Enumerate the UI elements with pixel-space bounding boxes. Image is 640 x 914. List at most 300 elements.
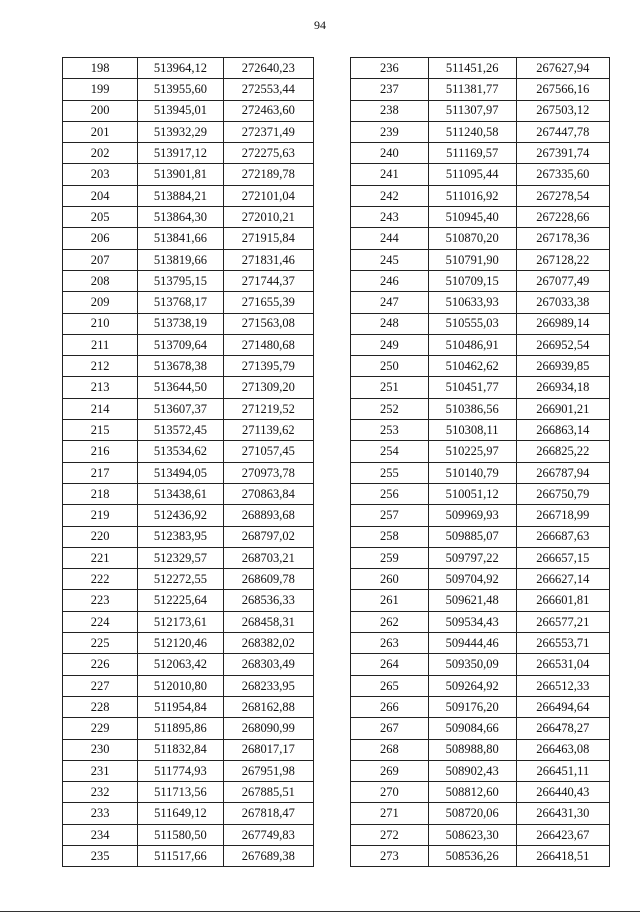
point-number-cell: 251 <box>351 377 429 398</box>
point-number-cell: 273 <box>351 845 429 866</box>
table-row <box>63 313 314 334</box>
table-row <box>63 143 314 164</box>
y-coordinate-cell: 267391,74 <box>516 143 609 164</box>
y-coordinate-cell: 271831,46 <box>223 249 313 270</box>
table-row <box>351 824 610 845</box>
x-coordinate-cell: 510051,12 <box>428 483 516 504</box>
x-coordinate-cell: 509534,43 <box>428 611 516 632</box>
point-number-cell: 219 <box>63 505 138 526</box>
point-number-cell: 236 <box>351 58 429 79</box>
point-number-cell: 198 <box>63 58 138 79</box>
point-number-cell: 234 <box>63 824 138 845</box>
table-row <box>63 270 314 291</box>
point-number-cell: 271 <box>351 803 429 824</box>
table-row <box>351 292 610 313</box>
point-number-cell: 214 <box>63 398 138 419</box>
y-coordinate-cell: 266939,85 <box>516 356 609 377</box>
point-number-cell: 268 <box>351 739 429 760</box>
x-coordinate-cell: 513795,15 <box>138 270 223 291</box>
y-coordinate-cell: 266431,30 <box>516 803 609 824</box>
point-number-cell: 207 <box>63 249 138 270</box>
x-coordinate-cell: 508623,30 <box>428 824 516 845</box>
y-coordinate-cell: 266627,14 <box>516 569 609 590</box>
point-number-cell: 231 <box>63 760 138 781</box>
x-coordinate-cell: 513964,12 <box>138 58 223 79</box>
y-coordinate-cell: 271309,20 <box>223 377 313 398</box>
table-row <box>63 760 314 781</box>
y-coordinate-cell: 271744,37 <box>223 270 313 291</box>
y-coordinate-cell: 272275,63 <box>223 143 313 164</box>
y-coordinate-cell: 268090,99 <box>223 718 313 739</box>
point-number-cell: 217 <box>63 462 138 483</box>
y-coordinate-cell: 268303,49 <box>223 654 313 675</box>
point-number-cell: 208 <box>63 270 138 291</box>
x-coordinate-cell: 510945,40 <box>428 207 516 228</box>
x-coordinate-cell: 509350,09 <box>428 654 516 675</box>
table-row <box>63 58 314 79</box>
point-number-cell: 202 <box>63 143 138 164</box>
coordinates-table-left <box>62 57 314 867</box>
table-row <box>63 845 314 866</box>
point-number-cell: 267 <box>351 718 429 739</box>
x-coordinate-cell: 513884,21 <box>138 185 223 206</box>
y-coordinate-cell: 271915,84 <box>223 228 313 249</box>
x-coordinate-cell: 511713,56 <box>138 782 223 803</box>
y-coordinate-cell: 266787,94 <box>516 462 609 483</box>
table-row <box>63 483 314 504</box>
x-coordinate-cell: 512010,80 <box>138 675 223 696</box>
table-row <box>63 654 314 675</box>
x-coordinate-cell: 511895,86 <box>138 718 223 739</box>
x-coordinate-cell: 511649,12 <box>138 803 223 824</box>
x-coordinate-cell: 512272,55 <box>138 569 223 590</box>
x-coordinate-cell: 513494,05 <box>138 462 223 483</box>
table-row <box>351 718 610 739</box>
x-coordinate-cell: 513607,37 <box>138 398 223 419</box>
point-number-cell: 215 <box>63 420 138 441</box>
x-coordinate-cell: 511451,26 <box>428 58 516 79</box>
point-number-cell: 260 <box>351 569 429 590</box>
y-coordinate-cell: 266750,79 <box>516 483 609 504</box>
y-coordinate-cell: 266553,71 <box>516 633 609 654</box>
point-number-cell: 216 <box>63 441 138 462</box>
table-row <box>351 803 610 824</box>
point-number-cell: 238 <box>351 100 429 121</box>
point-number-cell: 225 <box>63 633 138 654</box>
y-coordinate-cell: 267447,78 <box>516 121 609 142</box>
table-row <box>63 100 314 121</box>
point-number-cell: 243 <box>351 207 429 228</box>
y-coordinate-cell: 267077,49 <box>516 270 609 291</box>
table-row <box>63 633 314 654</box>
point-number-cell: 244 <box>351 228 429 249</box>
x-coordinate-cell: 511381,77 <box>428 79 516 100</box>
table-row <box>351 356 610 377</box>
point-number-cell: 229 <box>63 718 138 739</box>
x-coordinate-cell: 511774,93 <box>138 760 223 781</box>
point-number-cell: 254 <box>351 441 429 462</box>
x-coordinate-cell: 513819,66 <box>138 249 223 270</box>
point-number-cell: 270 <box>351 782 429 803</box>
x-coordinate-cell: 509264,92 <box>428 675 516 696</box>
x-coordinate-cell: 513644,50 <box>138 377 223 398</box>
y-coordinate-cell: 266952,54 <box>516 334 609 355</box>
x-coordinate-cell: 509444,46 <box>428 633 516 654</box>
x-coordinate-cell: 511240,58 <box>428 121 516 142</box>
table-row <box>63 185 314 206</box>
x-coordinate-cell: 510451,77 <box>428 377 516 398</box>
table-row <box>351 590 610 611</box>
x-coordinate-cell: 513901,81 <box>138 164 223 185</box>
point-number-cell: 262 <box>351 611 429 632</box>
y-coordinate-cell: 266863,14 <box>516 420 609 441</box>
x-coordinate-cell: 508902,43 <box>428 760 516 781</box>
point-number-cell: 233 <box>63 803 138 824</box>
table-row <box>351 760 610 781</box>
y-coordinate-cell: 270973,78 <box>223 462 313 483</box>
table-row <box>351 569 610 590</box>
point-number-cell: 242 <box>351 185 429 206</box>
bottom-rule <box>0 911 640 912</box>
point-number-cell: 261 <box>351 590 429 611</box>
y-coordinate-cell: 266418,51 <box>516 845 609 866</box>
x-coordinate-cell: 511307,97 <box>428 100 516 121</box>
table-row <box>63 420 314 441</box>
table-row <box>351 675 610 696</box>
table-row <box>351 377 610 398</box>
y-coordinate-cell: 266451,11 <box>516 760 609 781</box>
x-coordinate-cell: 512436,92 <box>138 505 223 526</box>
table-row <box>351 313 610 334</box>
x-coordinate-cell: 511517,66 <box>138 845 223 866</box>
x-coordinate-cell: 510791,90 <box>428 249 516 270</box>
x-coordinate-cell: 510709,15 <box>428 270 516 291</box>
table-row <box>63 228 314 249</box>
y-coordinate-cell: 266423,67 <box>516 824 609 845</box>
table-row <box>63 334 314 355</box>
y-coordinate-cell: 271395,79 <box>223 356 313 377</box>
x-coordinate-cell: 511580,50 <box>138 824 223 845</box>
table-row <box>351 547 610 568</box>
x-coordinate-cell: 508720,06 <box>428 803 516 824</box>
table-row <box>63 377 314 398</box>
y-coordinate-cell: 266718,99 <box>516 505 609 526</box>
x-coordinate-cell: 511169,57 <box>428 143 516 164</box>
point-number-cell: 257 <box>351 505 429 526</box>
y-coordinate-cell: 266531,04 <box>516 654 609 675</box>
y-coordinate-cell: 266577,21 <box>516 611 609 632</box>
x-coordinate-cell: 510140,79 <box>428 462 516 483</box>
table-row <box>63 79 314 100</box>
point-number-cell: 222 <box>63 569 138 590</box>
y-coordinate-cell: 268162,88 <box>223 696 313 717</box>
x-coordinate-cell: 512120,46 <box>138 633 223 654</box>
y-coordinate-cell: 267128,22 <box>516 249 609 270</box>
x-coordinate-cell: 509797,22 <box>428 547 516 568</box>
x-coordinate-cell: 510225,97 <box>428 441 516 462</box>
table-row <box>63 356 314 377</box>
table-row <box>63 782 314 803</box>
x-coordinate-cell: 510486,91 <box>428 334 516 355</box>
y-coordinate-cell: 271655,39 <box>223 292 313 313</box>
table-row <box>63 675 314 696</box>
y-coordinate-cell: 267951,98 <box>223 760 313 781</box>
y-coordinate-cell: 272640,23 <box>223 58 313 79</box>
point-number-cell: 221 <box>63 547 138 568</box>
x-coordinate-cell: 513841,66 <box>138 228 223 249</box>
point-number-cell: 272 <box>351 824 429 845</box>
table-row <box>63 590 314 611</box>
point-number-cell: 203 <box>63 164 138 185</box>
x-coordinate-cell: 511832,84 <box>138 739 223 760</box>
table-row <box>63 803 314 824</box>
x-coordinate-cell: 513534,62 <box>138 441 223 462</box>
table-row <box>351 185 610 206</box>
point-number-cell: 204 <box>63 185 138 206</box>
y-coordinate-cell: 266687,63 <box>516 526 609 547</box>
point-number-cell: 232 <box>63 782 138 803</box>
y-coordinate-cell: 266901,21 <box>516 398 609 419</box>
y-coordinate-cell: 267818,47 <box>223 803 313 824</box>
x-coordinate-cell: 509969,93 <box>428 505 516 526</box>
point-number-cell: 247 <box>351 292 429 313</box>
x-coordinate-cell: 513932,29 <box>138 121 223 142</box>
y-coordinate-cell: 267335,60 <box>516 164 609 185</box>
point-number-cell: 258 <box>351 526 429 547</box>
point-number-cell: 269 <box>351 760 429 781</box>
table-row <box>351 654 610 675</box>
point-number-cell: 246 <box>351 270 429 291</box>
table-row <box>351 398 610 419</box>
x-coordinate-cell: 512225,64 <box>138 590 223 611</box>
x-coordinate-cell: 513709,64 <box>138 334 223 355</box>
y-coordinate-cell: 266494,64 <box>516 696 609 717</box>
table-row <box>351 249 610 270</box>
y-coordinate-cell: 268017,17 <box>223 739 313 760</box>
table-row <box>351 782 610 803</box>
point-number-cell: 211 <box>63 334 138 355</box>
table-row <box>63 462 314 483</box>
point-number-cell: 230 <box>63 739 138 760</box>
x-coordinate-cell: 513955,60 <box>138 79 223 100</box>
point-number-cell: 245 <box>351 249 429 270</box>
y-coordinate-cell: 270863,84 <box>223 483 313 504</box>
point-number-cell: 241 <box>351 164 429 185</box>
y-coordinate-cell: 266463,08 <box>516 739 609 760</box>
point-number-cell: 237 <box>351 79 429 100</box>
y-coordinate-cell: 271057,45 <box>223 441 313 462</box>
table-row <box>63 696 314 717</box>
x-coordinate-cell: 513678,38 <box>138 356 223 377</box>
point-number-cell: 227 <box>63 675 138 696</box>
table-row <box>63 505 314 526</box>
point-number-cell: 206 <box>63 228 138 249</box>
point-number-cell: 240 <box>351 143 429 164</box>
x-coordinate-cell: 508988,80 <box>428 739 516 760</box>
y-coordinate-cell: 267627,94 <box>516 58 609 79</box>
x-coordinate-cell: 510555,03 <box>428 313 516 334</box>
y-coordinate-cell: 268233,95 <box>223 675 313 696</box>
table-row <box>63 441 314 462</box>
table-row <box>351 164 610 185</box>
table-row <box>63 547 314 568</box>
table-row <box>351 696 610 717</box>
table-row <box>351 845 610 866</box>
y-coordinate-cell: 268893,68 <box>223 505 313 526</box>
point-number-cell: 252 <box>351 398 429 419</box>
x-coordinate-cell: 513738,19 <box>138 313 223 334</box>
y-coordinate-cell: 266478,27 <box>516 718 609 739</box>
table-row <box>351 739 610 760</box>
y-coordinate-cell: 266657,15 <box>516 547 609 568</box>
y-coordinate-cell: 272010,21 <box>223 207 313 228</box>
x-coordinate-cell: 510870,20 <box>428 228 516 249</box>
point-number-cell: 205 <box>63 207 138 228</box>
point-number-cell: 210 <box>63 313 138 334</box>
table-row <box>351 228 610 249</box>
table-row <box>351 462 610 483</box>
point-number-cell: 228 <box>63 696 138 717</box>
y-coordinate-cell: 272189,78 <box>223 164 313 185</box>
table-row <box>351 58 610 79</box>
x-coordinate-cell: 511954,84 <box>138 696 223 717</box>
table-row <box>63 292 314 313</box>
x-coordinate-cell: 511016,92 <box>428 185 516 206</box>
x-coordinate-cell: 511095,44 <box>428 164 516 185</box>
table-row <box>351 100 610 121</box>
y-coordinate-cell: 268703,21 <box>223 547 313 568</box>
point-number-cell: 213 <box>63 377 138 398</box>
table-row <box>351 633 610 654</box>
point-number-cell: 263 <box>351 633 429 654</box>
point-number-cell: 235 <box>63 845 138 866</box>
point-number-cell: 239 <box>351 121 429 142</box>
x-coordinate-cell: 509704,92 <box>428 569 516 590</box>
x-coordinate-cell: 513917,12 <box>138 143 223 164</box>
y-coordinate-cell: 267566,16 <box>516 79 609 100</box>
point-number-cell: 200 <box>63 100 138 121</box>
y-coordinate-cell: 268797,02 <box>223 526 313 547</box>
y-coordinate-cell: 266512,33 <box>516 675 609 696</box>
table-row <box>351 526 610 547</box>
y-coordinate-cell: 267278,54 <box>516 185 609 206</box>
y-coordinate-cell: 271219,52 <box>223 398 313 419</box>
table-row <box>63 824 314 845</box>
point-number-cell: 226 <box>63 654 138 675</box>
table-row <box>63 526 314 547</box>
table-row <box>63 249 314 270</box>
x-coordinate-cell: 508536,26 <box>428 845 516 866</box>
table-row <box>63 569 314 590</box>
x-coordinate-cell: 513572,45 <box>138 420 223 441</box>
table-row <box>351 143 610 164</box>
table-row <box>351 207 610 228</box>
y-coordinate-cell: 271563,08 <box>223 313 313 334</box>
coordinates-table-right <box>350 57 610 867</box>
page-number: 94 <box>314 18 326 32</box>
table-row <box>351 483 610 504</box>
table-row <box>351 334 610 355</box>
x-coordinate-cell: 510462,62 <box>428 356 516 377</box>
y-coordinate-cell: 268609,78 <box>223 569 313 590</box>
y-coordinate-cell: 272553,44 <box>223 79 313 100</box>
point-number-cell: 259 <box>351 547 429 568</box>
point-number-cell: 265 <box>351 675 429 696</box>
y-coordinate-cell: 268458,31 <box>223 611 313 632</box>
table-row <box>63 121 314 142</box>
point-number-cell: 218 <box>63 483 138 504</box>
y-coordinate-cell: 267689,38 <box>223 845 313 866</box>
point-number-cell: 212 <box>63 356 138 377</box>
point-number-cell: 264 <box>351 654 429 675</box>
point-number-cell: 250 <box>351 356 429 377</box>
y-coordinate-cell: 272371,49 <box>223 121 313 142</box>
y-coordinate-cell: 272101,04 <box>223 185 313 206</box>
point-number-cell: 223 <box>63 590 138 611</box>
x-coordinate-cell: 513768,17 <box>138 292 223 313</box>
y-coordinate-cell: 267228,66 <box>516 207 609 228</box>
table-row <box>63 164 314 185</box>
y-coordinate-cell: 266440,43 <box>516 782 609 803</box>
table-row <box>63 207 314 228</box>
x-coordinate-cell: 512063,42 <box>138 654 223 675</box>
table-row <box>351 121 610 142</box>
y-coordinate-cell: 266601,81 <box>516 590 609 611</box>
point-number-cell: 224 <box>63 611 138 632</box>
point-number-cell: 220 <box>63 526 138 547</box>
table-row <box>63 718 314 739</box>
table-row <box>351 441 610 462</box>
y-coordinate-cell: 267885,51 <box>223 782 313 803</box>
table-row <box>351 270 610 291</box>
y-coordinate-cell: 267749,83 <box>223 824 313 845</box>
table-row <box>351 611 610 632</box>
x-coordinate-cell: 510633,93 <box>428 292 516 313</box>
x-coordinate-cell: 512173,61 <box>138 611 223 632</box>
x-coordinate-cell: 512383,95 <box>138 526 223 547</box>
x-coordinate-cell: 513864,30 <box>138 207 223 228</box>
point-number-cell: 201 <box>63 121 138 142</box>
x-coordinate-cell: 509084,66 <box>428 718 516 739</box>
table-row <box>351 505 610 526</box>
y-coordinate-cell: 267033,38 <box>516 292 609 313</box>
table-row <box>63 398 314 419</box>
x-coordinate-cell: 508812,60 <box>428 782 516 803</box>
y-coordinate-cell: 266989,14 <box>516 313 609 334</box>
x-coordinate-cell: 512329,57 <box>138 547 223 568</box>
point-number-cell: 249 <box>351 334 429 355</box>
point-number-cell: 266 <box>351 696 429 717</box>
y-coordinate-cell: 268536,33 <box>223 590 313 611</box>
x-coordinate-cell: 510386,56 <box>428 398 516 419</box>
point-number-cell: 248 <box>351 313 429 334</box>
point-number-cell: 256 <box>351 483 429 504</box>
y-coordinate-cell: 271139,62 <box>223 420 313 441</box>
x-coordinate-cell: 509176,20 <box>428 696 516 717</box>
y-coordinate-cell: 266934,18 <box>516 377 609 398</box>
table-row <box>63 611 314 632</box>
y-coordinate-cell: 267178,36 <box>516 228 609 249</box>
point-number-cell: 253 <box>351 420 429 441</box>
y-coordinate-cell: 271480,68 <box>223 334 313 355</box>
y-coordinate-cell: 268382,02 <box>223 633 313 654</box>
x-coordinate-cell: 513438,61 <box>138 483 223 504</box>
x-coordinate-cell: 510308,11 <box>428 420 516 441</box>
y-coordinate-cell: 267503,12 <box>516 100 609 121</box>
x-coordinate-cell: 509885,07 <box>428 526 516 547</box>
table-row <box>351 79 610 100</box>
y-coordinate-cell: 266825,22 <box>516 441 609 462</box>
